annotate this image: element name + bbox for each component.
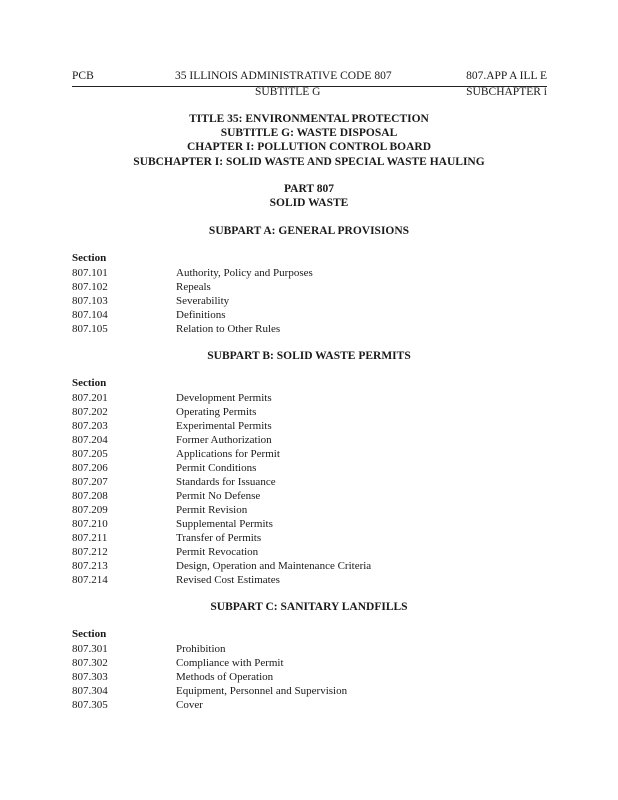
section-number: 807.205 [72, 448, 108, 460]
section-number: 807.214 [72, 574, 108, 586]
section-number: 807.202 [72, 406, 108, 418]
section-row [72, 405, 371, 419]
section-number: 807.204 [72, 434, 108, 446]
section-title: Experimental Permits [176, 420, 272, 432]
title-line: TITLE 35: ENVIRONMENTAL PROTECTION [189, 113, 429, 125]
section-number: 807.301 [72, 643, 108, 655]
section-row [72, 475, 371, 489]
section-number: 807.208 [72, 490, 108, 502]
section-row [72, 266, 313, 280]
section-title: Standards for Issuance [176, 476, 276, 488]
section-title: Authority, Policy and Purposes [176, 267, 313, 279]
header-right: 807.APP A ILL E [466, 70, 547, 82]
section-row [72, 656, 347, 670]
title-line: SUBTITLE G: WASTE DISPOSAL [220, 127, 398, 140]
section-column-header: Section [72, 628, 107, 640]
section-row [72, 531, 371, 545]
section-title: Methods of Operation [176, 671, 274, 683]
section-row [72, 447, 371, 461]
section-row [72, 391, 371, 405]
section-title: Prohibition [176, 643, 226, 655]
document-title [0, 112, 618, 169]
section-column-header: Section [72, 252, 107, 264]
section-row [72, 461, 371, 475]
section-title: Permit Revision [176, 504, 248, 516]
header-subtitle: SUBTITLE G [255, 86, 321, 98]
section-number: 807.305 [72, 699, 108, 711]
section-title: Permit Conditions [176, 462, 257, 474]
title-line: CHAPTER I: POLLUTION CONTROL BOARD [186, 141, 432, 154]
section-number: 807.211 [72, 532, 108, 544]
header-center: 35 ILLINOIS ADMINISTRATIVE CODE 807 [175, 70, 392, 82]
section-title: Definitions [176, 309, 226, 321]
title-line: SUBCHAPTER I: SOLID WASTE AND SPECIAL WASTE HAULING [133, 155, 485, 168]
section-row [72, 308, 313, 322]
section-number: 807.212 [72, 546, 108, 558]
subpart-b-title: SUBPART B: SOLID WASTE PERMITS [207, 350, 411, 362]
section-title: Repeals [176, 281, 211, 293]
section-title: Revised Cost Estimates [176, 574, 280, 586]
subpart-a-title: SUBPART A: GENERAL PROVISIONS [208, 225, 410, 237]
section-row [72, 670, 347, 684]
section-row [72, 684, 347, 698]
section-column-header: Section [72, 377, 107, 389]
section-title: Operating Permits [176, 406, 257, 418]
section-number: 807.206 [72, 462, 108, 474]
part-name: SOLID WASTE [269, 197, 349, 210]
section-title: Cover [176, 699, 203, 711]
section-number: 807.104 [72, 309, 108, 321]
subpart-c-sections [72, 642, 347, 712]
section-title: Design, Operation and Maintenance Criteria [176, 560, 372, 572]
section-number: 807.213 [72, 560, 108, 572]
section-number: 807.105 [72, 323, 108, 335]
section-title: Relation to Other Rules [176, 323, 281, 335]
part-title [0, 182, 618, 210]
section-row [72, 322, 313, 336]
subpart-a-sections [72, 266, 313, 336]
section-title: Development Permits [176, 392, 272, 404]
running-subheader [72, 86, 547, 100]
section-number: 807.102 [72, 281, 108, 293]
section-number: 807.207 [72, 476, 108, 488]
section-number: 807.103 [72, 295, 108, 307]
section-number: 807.201 [72, 392, 108, 404]
section-row [72, 559, 371, 573]
section-number: 807.302 [72, 657, 108, 669]
section-row [72, 489, 371, 503]
section-title: Permit Revocation [176, 546, 259, 558]
section-title: Severability [176, 295, 230, 307]
section-row [72, 433, 371, 447]
header-subchapter: SUBCHAPTER i [466, 86, 547, 98]
section-number: 807.101 [72, 267, 108, 279]
section-number: 807.203 [72, 420, 108, 432]
section-row [72, 573, 371, 587]
section-row [72, 698, 347, 712]
section-number: 807.210 [72, 518, 108, 530]
section-number: 807.304 [72, 685, 108, 697]
section-title: Permit No Defense [176, 490, 261, 502]
part-number: PART 807 [284, 183, 334, 195]
section-number: 807.303 [72, 671, 108, 683]
section-row [72, 280, 313, 294]
running-header [72, 70, 547, 87]
section-title: Supplemental Permits [176, 518, 273, 530]
section-row [72, 545, 371, 559]
section-title: Former Authorization [176, 434, 272, 446]
section-row [72, 642, 347, 656]
section-title: Compliance with Permit [176, 657, 284, 669]
section-row [72, 419, 371, 433]
header-left: PCB [72, 70, 94, 82]
section-title: Equipment, Personnel and Supervision [176, 685, 348, 697]
section-row [72, 503, 371, 517]
subpart-b-sections [72, 391, 371, 587]
section-row [72, 517, 371, 531]
subpart-c-title: SUBPART C: SANITARY LANDFILLS [210, 601, 408, 613]
section-title: Transfer of Permits [176, 532, 262, 544]
section-title: Applications for Permit [176, 448, 280, 460]
section-row [72, 294, 313, 308]
section-number: 807.209 [72, 504, 108, 516]
